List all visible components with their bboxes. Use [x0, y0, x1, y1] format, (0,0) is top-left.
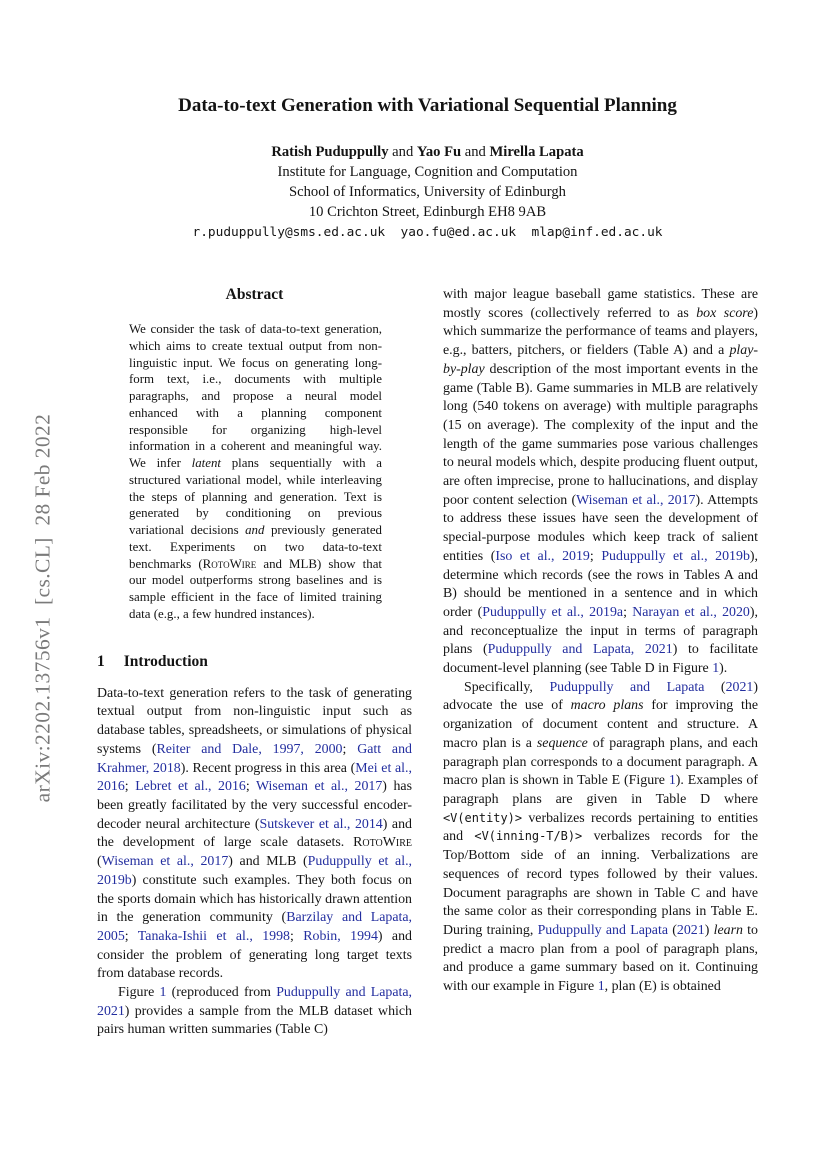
text-run: ) constitute such examples. They both focus on the sports domain which has historically drawn attention in the generation community (	[97, 872, 412, 926]
text-run: plans sequentially with a structured variational model, while interleaving the steps of planning and generation. Text is generated by conditioning on previous variational decisions	[129, 456, 382, 538]
text-run: to predict a macro plan from a pool of paragraph plans, and produce a game summary based on it. Continuing with our example in Figure	[443, 922, 758, 995]
inline-code: <V(entity)>	[443, 810, 523, 825]
text-run: description of the most important events in the game (Table B). Game summaries in MLB are relatively long (540 tokens on average) with multiple paragraphs (15 on average). The complexity of the input and the length of the game summaries pose various challenges to neural models which, despite producing fluent output, are often imprecise, prone to hallucinations, and display poor content selection (	[443, 361, 758, 508]
right-column	[443, 286, 758, 1094]
text-run: ). Examples of paragraph plans are given in Table D where	[443, 773, 758, 807]
citation-link[interactable]: Puduppully et al., 2019a	[482, 604, 624, 620]
citation-link[interactable]: Wiseman et al., 2017	[101, 854, 229, 870]
text-run: ) provides a sample from the MLB dataset which pairs human written summaries (Table C)	[97, 1003, 412, 1038]
citation-link[interactable]: Tanaka-Ishii et al., 1998	[137, 928, 291, 944]
citation-link[interactable]: Sutskever et al., 2014	[259, 816, 383, 832]
citation-link[interactable]: 1	[668, 773, 676, 789]
text-run: (	[97, 854, 102, 870]
paragraph	[443, 286, 758, 679]
citation-link[interactable]: Gatt and Krahmer, 2018	[97, 741, 412, 776]
text-run: for improving the organization of document content and structure. A macro plan is a	[443, 698, 758, 751]
citation-link[interactable]: Robin, 1994	[303, 928, 378, 944]
text-run: and	[388, 144, 417, 160]
text-run: ), determine which records (see the rows in Tables A and B) should be mentioned in a sentence and in which order (	[443, 548, 758, 620]
arxiv-watermark: arXiv:2202.13756v1 [cs.CL] 28 Feb 2022	[30, 413, 55, 803]
text-run: RotoWire	[353, 835, 412, 851]
text-run: verbalizes records for the Top/Bottom side of an inning. Verbalizations are sequences of record types followed by their values. Document paragraphs are shown in Table C and have the same color as their corresponding plans in Table E. During training,	[443, 829, 758, 938]
text-run: (reproduced from	[166, 985, 277, 1001]
section-number: 1	[97, 652, 105, 670]
text-run: learn	[713, 922, 743, 938]
citation-link[interactable]: Narayan et al., 2020	[632, 604, 750, 620]
citation-link[interactable]: Iso et al., 2019	[495, 548, 590, 564]
citation-link[interactable]: 1	[159, 985, 167, 1001]
citation-link[interactable]: Puduppully et al., 2019b	[97, 854, 412, 888]
text-run: , plan (E) is obtained	[604, 979, 721, 995]
intro-paragraphs-left	[97, 685, 412, 1040]
text-run: Figure	[118, 985, 160, 1001]
citation-link[interactable]: Wiseman et al., 2017	[256, 779, 383, 795]
text-run: with major league baseball game statistics. These are mostly scores (collectively referred to as	[443, 287, 758, 321]
text-run: ) advocate the use of	[443, 679, 758, 714]
paper-content	[97, 0, 758, 1094]
text-run: ) has been greatly facilitated by the very successful encoder-decoder neural architecture (	[97, 779, 412, 832]
text-run: play-by-play	[443, 343, 758, 377]
text-run: macro plans	[570, 698, 644, 714]
citation-link[interactable]: Mei et al., 2016	[97, 760, 412, 795]
text-run: box score	[696, 305, 754, 321]
citation-link[interactable]: Puduppully and Lapata, 2021	[97, 985, 412, 1019]
text-run: previously generated text. Experiments on two data-to-text benchmarks (	[129, 523, 382, 571]
section-heading-introduction	[97, 653, 412, 671]
text-run: sequence	[536, 735, 588, 751]
citation-link[interactable]: Wiseman et al., 2017	[576, 492, 696, 508]
affiliation-line: Institute for Language, Cognition and Computation	[277, 164, 578, 180]
text-run: ) to facilitate document-level planning (see Table D in Figure	[443, 642, 758, 677]
text-run: Mirella Lapata	[489, 144, 584, 160]
text-run: Ratish Puduppully	[271, 144, 389, 160]
paragraph	[97, 685, 412, 984]
text-run: ) and MLB (	[228, 854, 308, 870]
citation-link[interactable]: 2021	[676, 922, 705, 938]
citation-link[interactable]: 1	[597, 979, 605, 995]
abstract-text	[129, 321, 382, 623]
text-run: ;	[589, 548, 602, 564]
paragraph	[443, 679, 758, 997]
paper-title: Data-to-text Generation with Variational Sequential Planning	[178, 95, 677, 116]
text-run: latent	[191, 456, 221, 471]
citation-link[interactable]: Puduppully et al., 2019b	[601, 548, 750, 564]
section-title: Introduction	[123, 652, 208, 670]
citation-link[interactable]: Reiter and Dale, 1997, 2000	[156, 741, 343, 757]
affiliation-line: School of Informatics, University of Edinburgh	[289, 184, 566, 200]
text-run: verbalizes records pertaining to entities and	[443, 810, 758, 845]
citation-link[interactable]: 2021	[725, 679, 754, 695]
text-run: RotoWire	[202, 556, 257, 571]
citation-link[interactable]: Puduppully and Lapata	[537, 922, 668, 938]
text-run: ). Attempts to address these issues have seen the development of special-purpose modules which keep track of salient entities (	[443, 492, 758, 564]
affiliation-line: 10 Crichton Street, Edinburgh EH8 9AB	[308, 204, 547, 220]
text-run: ;	[124, 928, 138, 944]
text-run: ;	[623, 604, 633, 620]
text-run: ), and reconceptualize the input in terms of paragraph plans (	[443, 604, 758, 658]
text-run: ) and consider the problem of generating long target texts from database records.	[97, 928, 412, 982]
text-run: ). Recent progress in this area (	[180, 760, 356, 776]
inline-code: <V(inning-T/B)>	[474, 829, 583, 844]
text-run: Specifically,	[464, 679, 550, 695]
citation-link[interactable]: Barzilay and Lapata, 2005	[97, 910, 412, 944]
text-run: We consider the task of data-to-text generation, which aims to create textual output from non-linguistic input. We focus on generating long-form text, i.e., documents with multiple paragraphs, and propose a neural model enhanced with a planning component responsible for organizing high-level information in a coherent and meaningful way. We infer	[129, 322, 382, 471]
text-run: and MLB) show that our model outperforms strong baselines and is sample efficient in the face of limited training data (e.g., a few hundred instances).	[129, 556, 382, 622]
author-line	[97, 142, 758, 162]
left-column	[97, 286, 412, 1094]
text-run: ;	[245, 779, 256, 795]
author-emails: r.puduppully@sms.ed.ac.uk yao.fu@ed.ac.uk mlap@inf.ed.ac.uk	[192, 225, 663, 240]
text-run: of paragraph plans, and each paragraph plan corresponds to a document paragraph. A macro plan is shown in Table E (Figure	[443, 735, 758, 789]
text-run: ;	[342, 741, 358, 757]
text-run: ) which summarize the performance of teams and players, e.g., batters, pitchers, or fielders (Table A) and a	[443, 305, 758, 359]
text-run: ) and the development of large scale datasets.	[97, 816, 412, 851]
text-run: )	[704, 922, 714, 938]
text-run: (	[704, 679, 726, 695]
citation-link[interactable]: Puduppully and Lapata	[549, 679, 705, 695]
intro-paragraphs-right	[443, 286, 758, 997]
paragraph	[97, 984, 412, 1040]
text-run: Data-to-text generation refers to the task of generating textual output from non-linguistic input such as database tables, spreadsheets, or simulations of physical systems (	[97, 685, 412, 757]
citation-link[interactable]: Puduppully and Lapata, 2021	[487, 642, 673, 658]
two-column-body	[97, 286, 758, 1094]
affiliation-block	[97, 162, 758, 222]
text-run: Yao Fu	[416, 144, 462, 160]
abstract-heading: Abstract	[225, 286, 284, 303]
text-run: (	[668, 922, 677, 938]
text-run: ;	[124, 779, 136, 795]
text-run: and	[245, 523, 265, 538]
citation-link[interactable]: 1	[712, 661, 720, 677]
citation-link[interactable]: Lebret et al., 2016	[135, 779, 246, 795]
text-run: and	[461, 144, 490, 160]
text-run: ;	[290, 928, 304, 944]
text-run: ).	[719, 661, 728, 677]
